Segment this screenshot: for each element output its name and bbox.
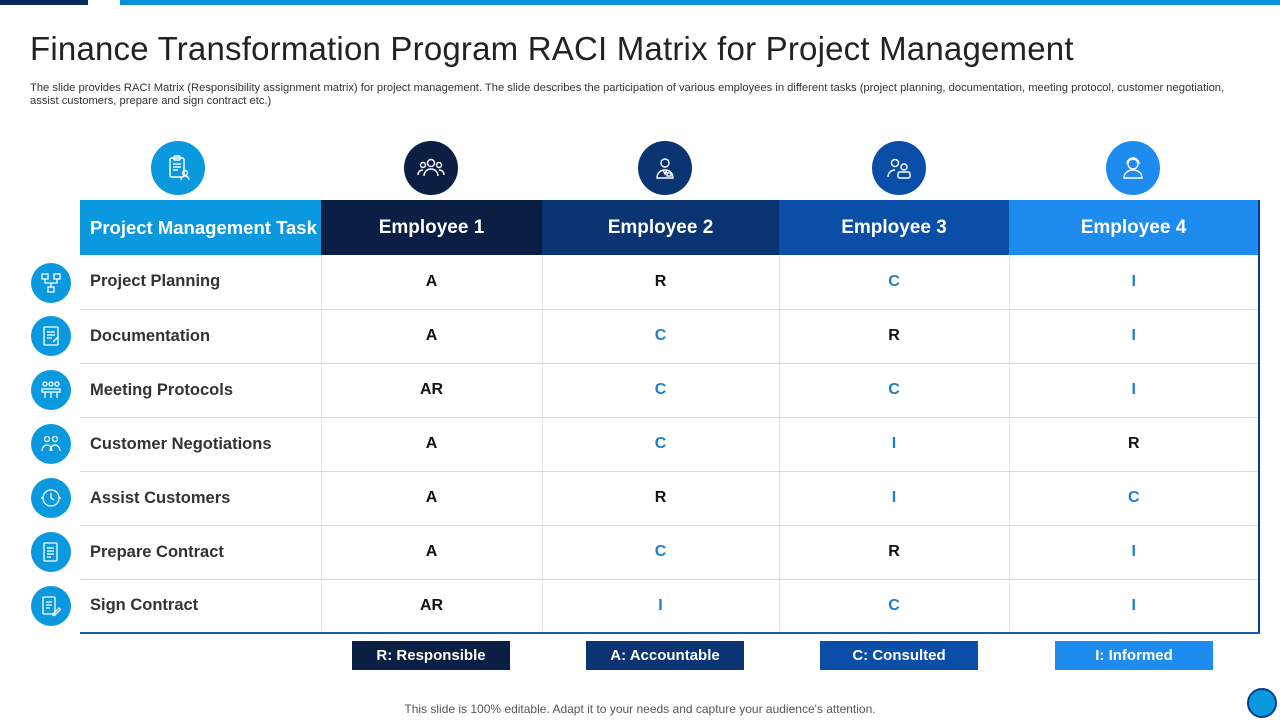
project-planning-icon [31, 263, 71, 303]
raci-cell: A [321, 309, 542, 363]
raci-cell: R [542, 255, 779, 309]
customer-support-icon [31, 478, 71, 518]
meeting-icon [31, 370, 71, 410]
raci-cell: R [542, 471, 779, 525]
slide-footer-note: This slide is 100% editable. Adapt it to your needs and capture your audience's attention. [404, 702, 876, 716]
employee-4-header: Employee 4 [1009, 200, 1259, 255]
table-row [80, 579, 1259, 633]
raci-cell: A [321, 417, 542, 471]
raci-cell: C [542, 363, 779, 417]
slide-title: Finance Transformation Program RACI Matrix for Project Management [30, 30, 1074, 67]
raci-cell: C [779, 363, 1009, 417]
slide-subtitle: The slide provides RACI Matrix (Responsibility assignment matrix) for project management. The slide describes the participation of various employees in different tasks (project planning, documentation, meeting protocol, customer negotiation, assist customers, prepare and sign contract etc.) [30, 82, 1225, 107]
legend-accountable: A: Accountable [586, 641, 744, 670]
raci-cell: A [321, 525, 542, 579]
raci-cell: R [779, 309, 1009, 363]
people-pair-icon [872, 141, 926, 195]
legend-informed: I: Informed [1055, 641, 1213, 670]
raci-cell: A [321, 471, 542, 525]
table-row [80, 417, 1259, 471]
top-accent-bar-dark [0, 0, 88, 5]
documentation-icon [31, 316, 71, 356]
table-row [80, 309, 1259, 363]
table-row [80, 363, 1259, 417]
raci-cell: I [779, 417, 1009, 471]
raci-cell: C [1009, 471, 1259, 525]
raci-cell: C [779, 255, 1009, 309]
raci-cell: R [1009, 417, 1259, 471]
negotiation-icon [31, 424, 71, 464]
task-name: Assist Customers [80, 471, 321, 525]
raci-cell: R [779, 525, 1009, 579]
raci-cell: I [542, 579, 779, 633]
task-name: Meeting Protocols [80, 363, 321, 417]
raci-cell: I [1009, 525, 1259, 579]
table-row [80, 471, 1259, 525]
corner-circle-icon [1247, 688, 1277, 718]
raci-cell: AR [321, 579, 542, 633]
raci-cell: I [779, 471, 1009, 525]
task-name: Sign Contract [80, 579, 321, 633]
task-name: Customer Negotiations [80, 417, 321, 471]
raci-cell: AR [321, 363, 542, 417]
legend-responsible: R: Responsible [352, 641, 510, 670]
sign-contract-icon [31, 586, 71, 626]
group-icon [404, 141, 458, 195]
employee-3-header: Employee 3 [779, 200, 1009, 255]
raci-cell: I [1009, 363, 1259, 417]
table-row [80, 525, 1259, 579]
task-name: Prepare Contract [80, 525, 321, 579]
employee-1-header: Employee 1 [321, 200, 542, 255]
raci-cell: I [1009, 255, 1259, 309]
legend-consulted: C: Consulted [820, 641, 978, 670]
raci-matrix-table [80, 200, 1260, 634]
raci-cell: C [779, 579, 1009, 633]
raci-cell: I [1009, 309, 1259, 363]
contract-icon [31, 532, 71, 572]
support-agent-icon [1106, 141, 1160, 195]
task-name: Documentation [80, 309, 321, 363]
task-name: Project Planning [80, 255, 321, 309]
raci-cell: A [321, 255, 542, 309]
table-row [80, 255, 1259, 309]
task-column-header: Project Management Task [80, 200, 321, 255]
employee-2-header: Employee 2 [542, 200, 779, 255]
employee-badge-icon [638, 141, 692, 195]
raci-cell: I [1009, 579, 1259, 633]
raci-cell: C [542, 309, 779, 363]
table-header-row [80, 200, 1259, 255]
raci-cell: C [542, 417, 779, 471]
top-accent-bar-blue [120, 0, 1280, 5]
clipboard-user-icon [151, 141, 205, 195]
raci-cell: C [542, 525, 779, 579]
